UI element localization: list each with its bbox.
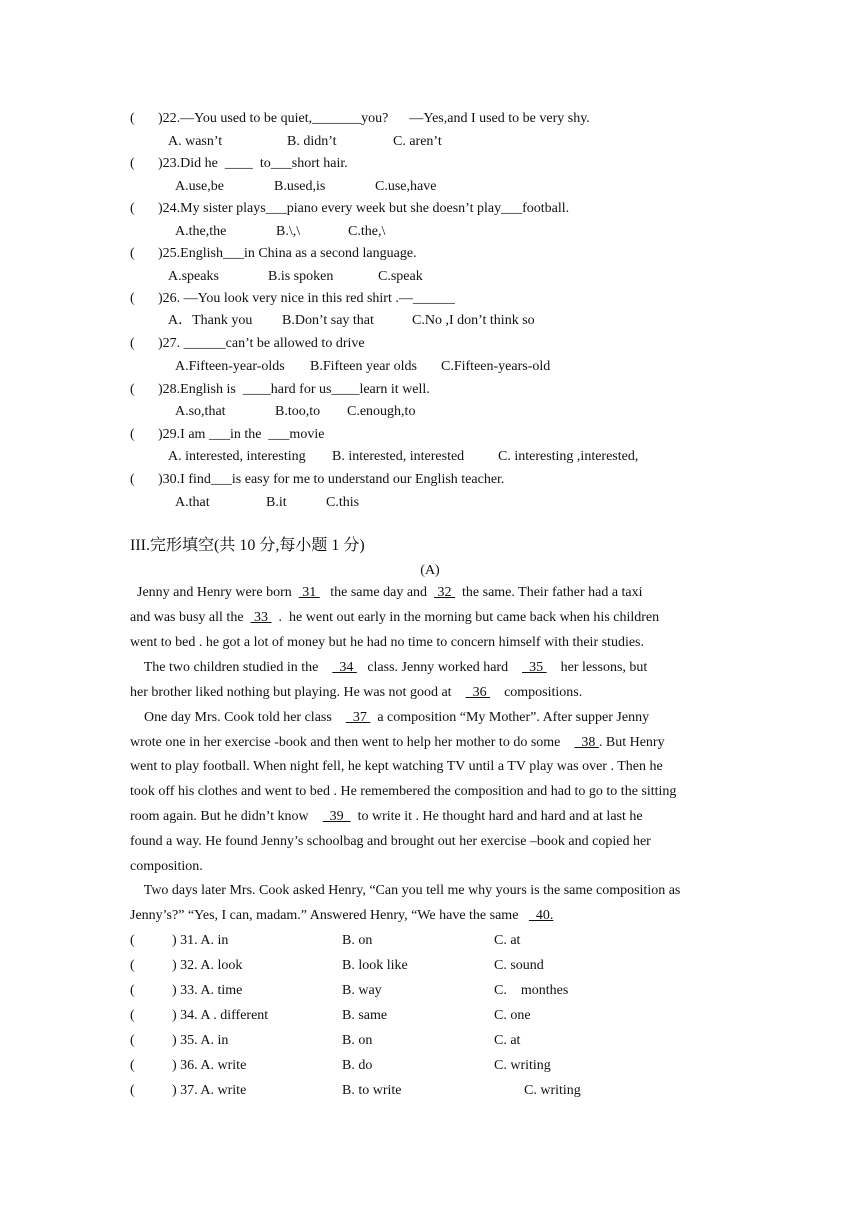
answer-paren[interactable]: ( (130, 336, 135, 351)
answer-paren[interactable]: ( (130, 382, 135, 397)
option-a: A.Fifteen-year-olds (175, 359, 285, 374)
question-stem: )27. ______can’t be allowed to drive (158, 336, 365, 351)
option-b: B.too,to (275, 404, 321, 419)
passage-line: Jenny and Henry were born 31 the same day and 32 the same. Their father had a taxi (130, 585, 643, 600)
answer-paren[interactable]: ( (130, 201, 135, 216)
option-b: B. didn’t (287, 134, 337, 149)
cloze-option-c: C. monthes (494, 983, 569, 998)
option-c: C.enough,to (347, 404, 416, 419)
answer-paren[interactable]: ( (130, 1058, 135, 1073)
cloze-option-b: B. look like (342, 958, 408, 973)
cloze-option-c: C. at (494, 933, 521, 948)
passage-line: her brother liked nothing but playing. He was not good at 36 compositions. (130, 685, 583, 700)
answer-paren[interactable]: ( (130, 933, 135, 948)
option-a: A. wasn’t (168, 134, 223, 149)
blank-32: 32 (434, 585, 456, 600)
blank-40: 40. (528, 908, 554, 923)
cloze-option-b: B. way (342, 983, 382, 998)
cloze-option-a: ) 34. A . different (172, 1008, 269, 1023)
question-stem: )24.My sister plays___piano every week but she doesn’t play___football. (158, 201, 570, 216)
question-stem: )29.I am ___in the ___movie (158, 427, 325, 442)
passage-line: Jenny’s?” “Yes, I can, madam.” Answered Henry, “We have the same 40. (130, 908, 554, 923)
blank-31: 31 (298, 585, 320, 600)
option-b: B.Fifteen year olds (310, 359, 417, 374)
option-b: B.it (266, 495, 287, 510)
passage-line: Two days later Mrs. Cook asked Henry, “Can you tell me why yours is the same composition as (130, 883, 681, 898)
question-stem: )26. —You look very nice in this red shirt .—______ (158, 291, 455, 306)
blank-39: 39 (322, 809, 351, 824)
option-c: C.the,\ (348, 224, 386, 239)
passage-line: wrote one in her exercise -book and then went to help her mother to do some 38 . But Henry (130, 735, 665, 750)
cloze-option-b: B. to write (342, 1083, 402, 1098)
option-c: C.this (326, 495, 360, 510)
passage-line: and was busy all the 33 . he went out early in the morning but came back when his children (130, 610, 660, 625)
blank-36: 36 (465, 685, 491, 700)
answer-paren[interactable]: ( (130, 427, 135, 442)
cloze-option-c: C. writing (494, 1058, 551, 1073)
cloze-option-c: C. one (494, 1008, 531, 1023)
passage-line: went to bed . he got a lot of money but he had no time to concern himself with their studies. (130, 635, 645, 650)
answer-paren[interactable]: ( (130, 958, 135, 973)
cloze-option-b: B. on (342, 1033, 373, 1048)
cloze-option-b: B. on (342, 933, 373, 948)
cloze-option-a: ) 35. A. in (172, 1033, 229, 1048)
option-a: A.that (175, 495, 210, 510)
passage-line: took off his clothes and went to bed . He remembered the composition and had to go to the sitting (130, 784, 677, 799)
question-stem: )30.I find___is easy for me to understand our English teacher. (158, 472, 505, 487)
cloze-option-a: ) 31. A. in (172, 933, 229, 948)
cloze-option-b: B. do (342, 1058, 373, 1073)
option-a: A. interested, interesting (168, 449, 306, 464)
option-c: C. interesting ,interested, (498, 449, 639, 464)
cloze-option-a: ) 36. A. write (172, 1058, 247, 1073)
option-b: B.used,is (274, 179, 326, 194)
answer-paren[interactable]: ( (130, 1083, 135, 1098)
option-b: B. interested, interested (332, 449, 465, 464)
cloze-option-a: ) 33. A. time (172, 983, 243, 998)
blank-37: 37 (345, 710, 371, 725)
option-a: A．Thank you (168, 313, 253, 328)
cloze-option-c: C. sound (494, 958, 544, 973)
passage-line: composition. (130, 859, 203, 874)
answer-paren[interactable]: ( (130, 1033, 135, 1048)
option-a: A.so,that (175, 404, 226, 419)
option-a: A.speaks (168, 269, 219, 284)
blank-35: 35 (522, 660, 547, 675)
passage-line: The two children studied in the 34 class. Jenny worked hard 35 her lessons, but (130, 660, 648, 675)
option-a: A.the,the (175, 224, 227, 239)
cloze-option-a: ) 37. A. write (172, 1083, 247, 1098)
question-stem: )23.Did he ____ to___short hair. (158, 156, 348, 171)
option-a: A.use,be (175, 179, 224, 194)
option-b: B.is spoken (268, 269, 334, 284)
option-c: C.use,have (375, 179, 437, 194)
question-stem: )22.—You used to be quiet,_______you? —Yes,and I used to be very shy. (158, 111, 590, 126)
answer-paren[interactable]: ( (130, 983, 135, 998)
option-c: C.Fifteen-years-old (441, 359, 551, 374)
cloze-option-b: B. same (342, 1008, 388, 1023)
cloze-option-c: C. writing (524, 1083, 581, 1098)
answer-paren[interactable]: ( (130, 246, 135, 261)
passage-line: room again. But he didn’t know 39 to write it . He thought hard and hard and at last he (130, 809, 643, 824)
answer-paren[interactable]: ( (130, 156, 135, 171)
answer-paren[interactable]: ( (130, 111, 135, 126)
option-c: C.No ,I don’t think so (412, 313, 535, 328)
answer-paren[interactable]: ( (130, 472, 135, 487)
blank-34: 34 (332, 660, 357, 675)
answer-paren[interactable]: ( (130, 1008, 135, 1023)
option-c: C. aren’t (393, 134, 442, 149)
cloze-option-c: C. at (494, 1033, 521, 1048)
option-b: B.\,\ (276, 224, 301, 239)
option-c: C.speak (378, 269, 423, 284)
passage-line: found a way. He found Jenny’s schoolbag and brought out her exercise –book and copied her (130, 834, 651, 849)
blank-33: 33 (250, 610, 272, 625)
cloze-option-a: ) 32. A. look (172, 958, 243, 973)
passage-line: One day Mrs. Cook told her class 37 a composition “My Mother”. After supper Jenny (130, 710, 650, 725)
passage-line: went to play football. When night fell, he kept watching TV until a TV play was over . Then he (130, 759, 663, 774)
section-heading: III.完形填空(共 10 分,每小题 1 分) (130, 537, 365, 554)
blank-38: 38 (574, 735, 599, 750)
answer-paren[interactable]: ( (130, 291, 135, 306)
question-stem: )25.English___in China as a second language. (158, 246, 417, 261)
passage-label: (A) (420, 563, 440, 578)
option-b: B.Don’t say that (282, 313, 374, 328)
question-stem: )28.English is ____hard for us____learn it well. (158, 382, 430, 397)
